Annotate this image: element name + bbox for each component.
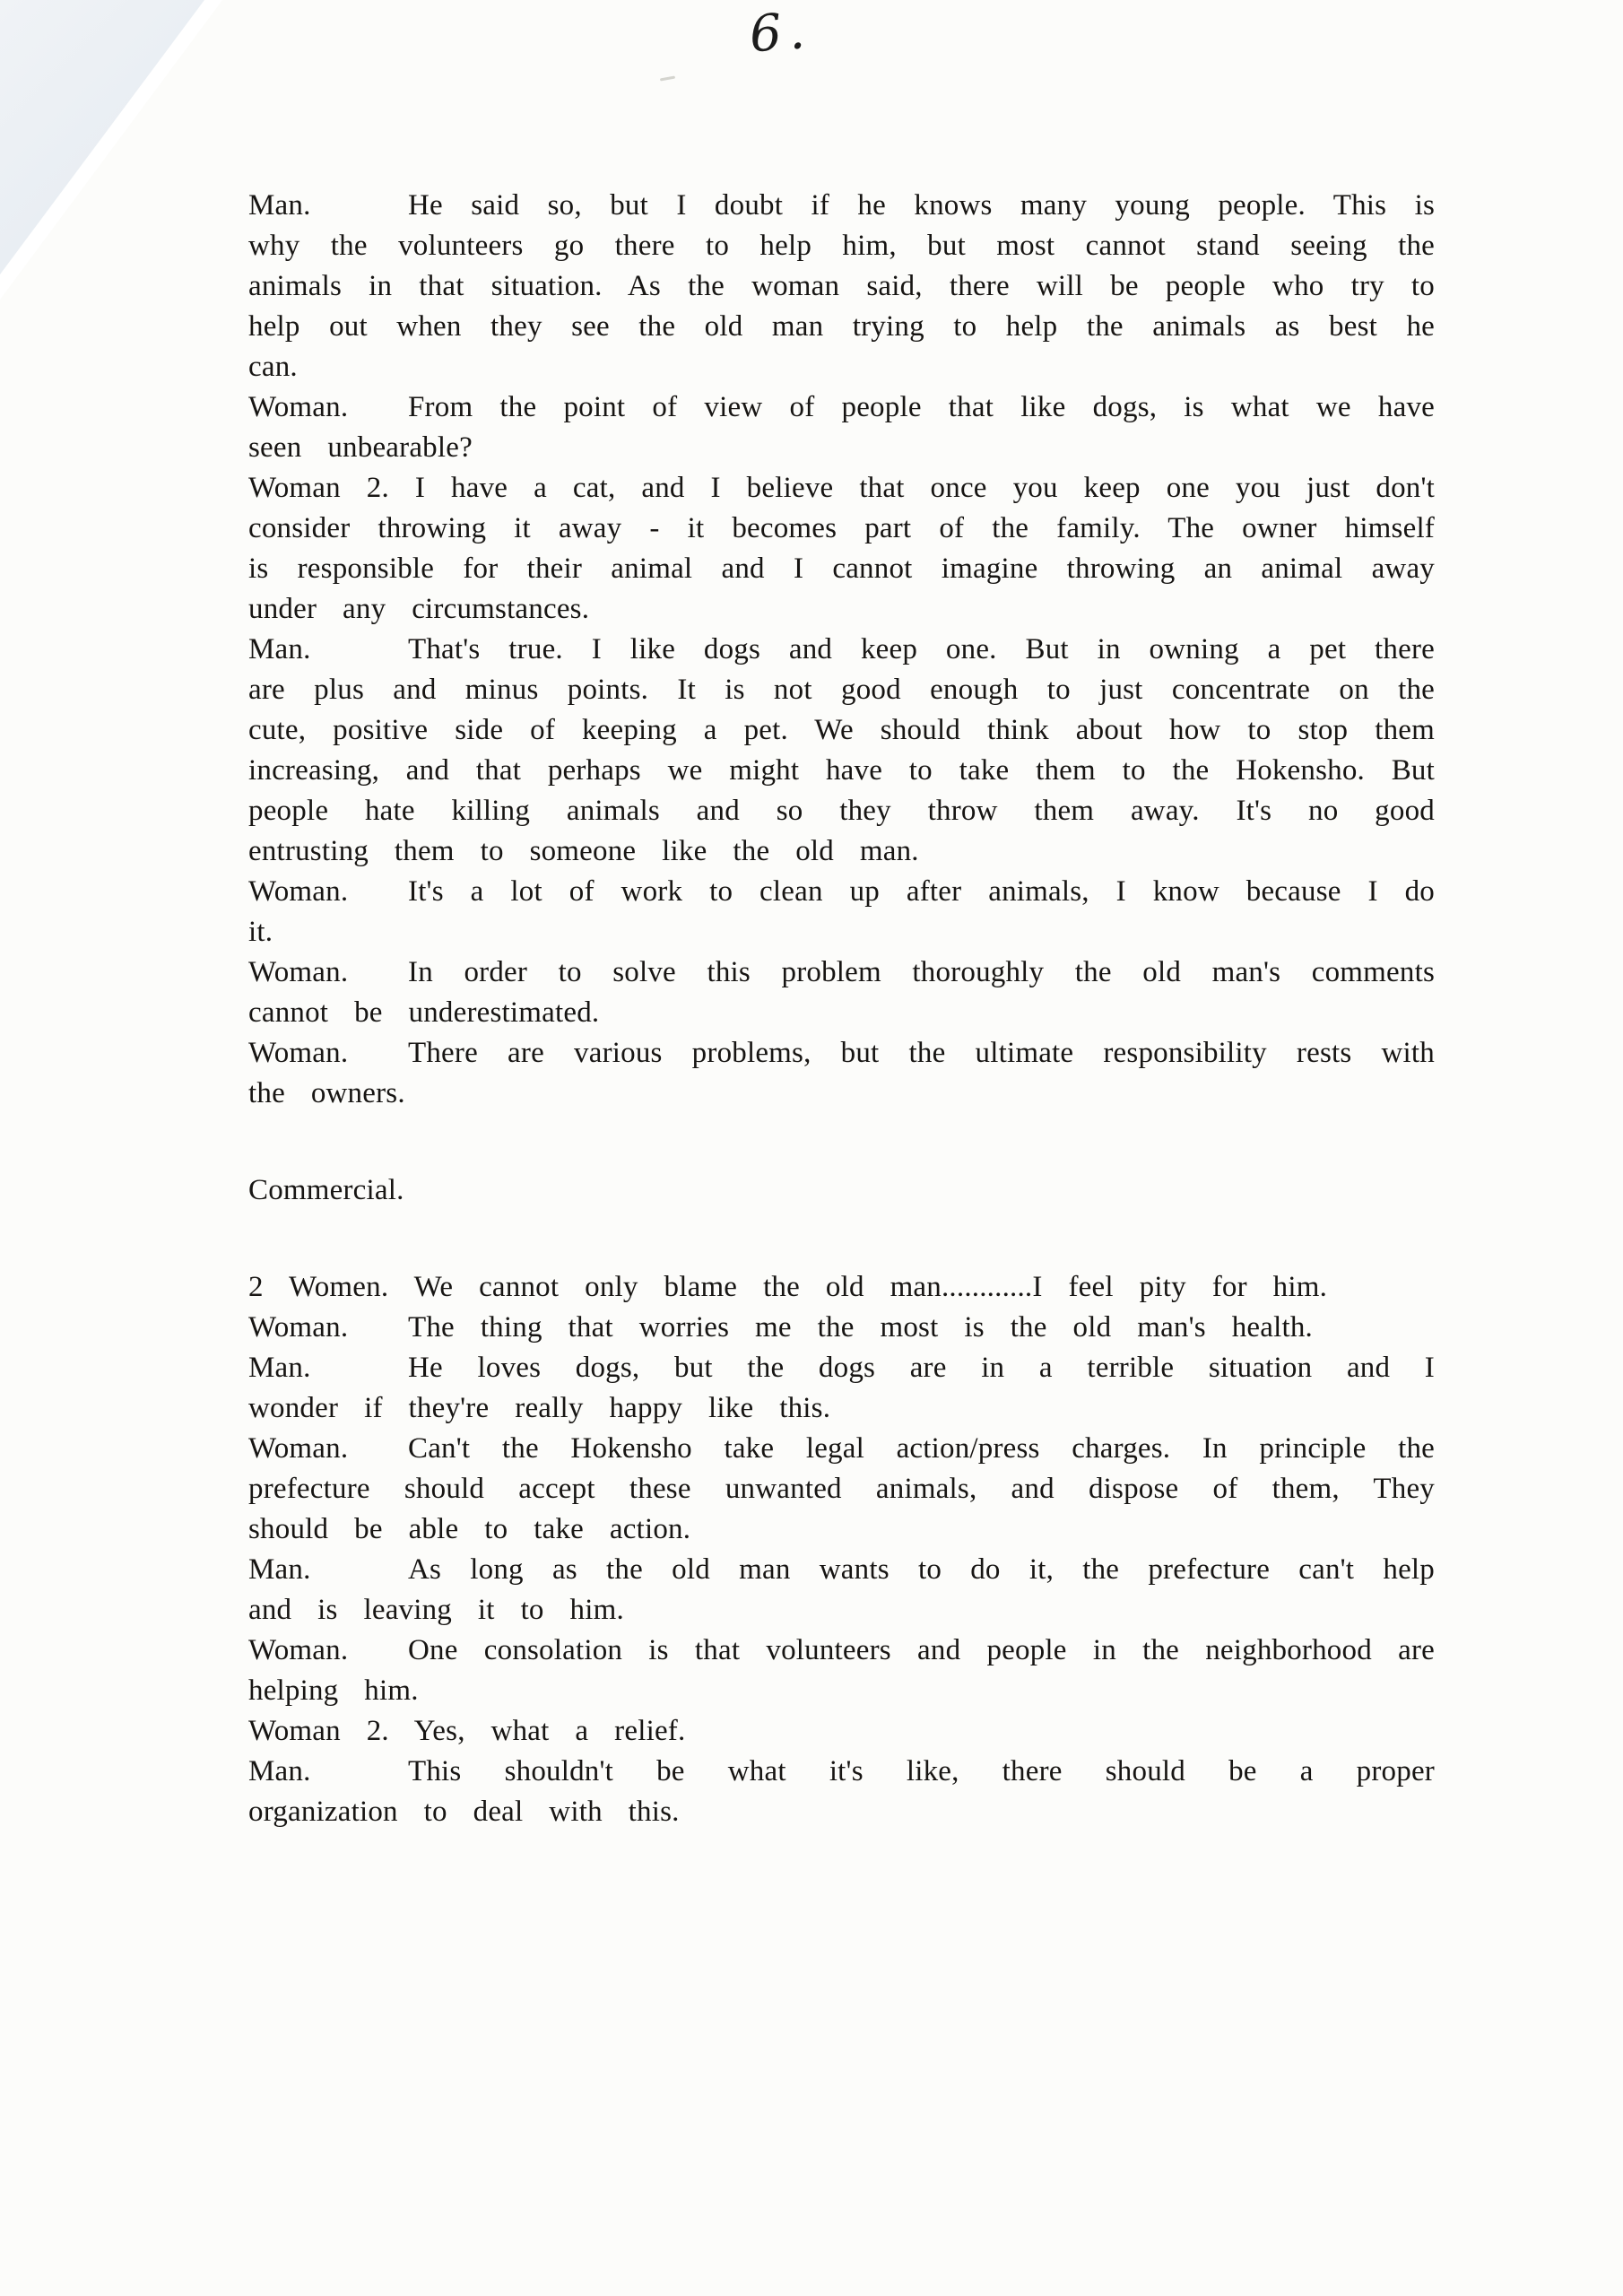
dialogue-turn (248, 1550, 1435, 1631)
dialogue-turn (248, 1267, 1435, 1308)
dialogue-turn (248, 1631, 1435, 1711)
speaker-label: Man. (248, 1755, 311, 1787)
speech-text: I have a cat, and I believe that once you keep one you just don't consider throwing it away - it becomes part of the family. The owner himself is responsible for their animal and I cannot imagine throwing an animal away under any circumstances. (248, 472, 1436, 625)
speaker-label: Woman. (248, 391, 349, 423)
speech-text: That's true. I like dogs and keep one. But in owning a pet there are plus and minus points. It is not good enough to just concentrate on the cute, positive side of keeping a pet. We should think about how to stop them increasing, and that perhaps we might have to take them to the Hokensho. But people hate killing animals and so they throw them away. It's no good entrusting them to someone like the old man. (248, 633, 1435, 867)
speaker-label: Woman. (248, 875, 349, 908)
dialogue-turn (248, 1752, 1435, 1832)
dialogue-turn (248, 1711, 1435, 1752)
speech-text: This shouldn't be what it's like, there should be a proper organization to deal with this. (248, 1755, 1435, 1828)
dialogue-turn (248, 1308, 1435, 1348)
dialogue-turn (248, 387, 1435, 468)
dialogue-turn (248, 952, 1435, 1033)
speech-text: Can't the Hokensho take legal action/press charges. In principle the prefecture should accept these unwanted animals, and dispose of them, They should be able to take action. (248, 1432, 1435, 1545)
speaker-label: Woman. (248, 1037, 349, 1069)
speaker-label: Woman 2. (248, 1715, 389, 1747)
page-number: 6. (747, 1, 814, 65)
dialogue-turn (248, 1033, 1435, 1114)
dialogue-turn (248, 1429, 1435, 1550)
dialogue-turn (248, 186, 1435, 387)
section-heading: Commercial. (248, 1174, 404, 1206)
speaker-label: Man. (248, 633, 311, 665)
speech-text: One consolation is that volunteers and people in the neighborhood are helping him. (248, 1634, 1435, 1707)
dialogue-turn (248, 630, 1435, 872)
speaker-label: Man. (248, 1352, 311, 1384)
speech-text: The thing that worries me the most is the old man's health. (408, 1311, 1313, 1344)
dialogue-turn (248, 872, 1435, 952)
speaker-label: Man. (248, 189, 311, 222)
speech-text: There are various problems, but the ultimate responsibility rests with the owners. (248, 1037, 1435, 1109)
dialogue-turn (248, 468, 1435, 630)
speech-text: He said so, but I doubt if he knows many young people. This is why the volunteers go there to help him, but most cannot stand seeing the animals in that situation. As the woman said, there will be people who try to help out when they see the old man trying to help the animals as best he can. (248, 189, 1435, 383)
speech-text: From the point of view of people that like dogs, is what we have seen unbearable? (248, 391, 1435, 464)
speech-text: In order to solve this problem thoroughly the old man's comments cannot be underestimated. (248, 956, 1435, 1029)
speech-text: He loves dogs, but the dogs are in a terrible situation and I wonder if they're really happy like this. (248, 1352, 1435, 1424)
speech-text: As long as the old man wants to do it, the prefecture can't help and is leaving it to him. (248, 1553, 1435, 1626)
dialogue-turn (248, 1348, 1435, 1429)
speech-text: It's a lot of work to clean up after animals, I know because I do it. (248, 875, 1435, 948)
speaker-label: Woman 2. (248, 472, 389, 504)
speaker-label: Woman. (248, 1311, 349, 1344)
transcript (248, 186, 1435, 1832)
speaker-label: Woman. (248, 956, 349, 988)
speech-text: We cannot only blame the old man............I feel pity for him. (388, 1271, 1328, 1303)
speech-text: Yes, what a relief. (388, 1715, 686, 1747)
scan-artifact-dash (660, 76, 675, 82)
speaker-label: 2 Women. (248, 1271, 389, 1303)
speaker-label: Woman. (248, 1432, 349, 1465)
speaker-label: Woman. (248, 1634, 349, 1666)
speaker-label: Man. (248, 1553, 311, 1586)
